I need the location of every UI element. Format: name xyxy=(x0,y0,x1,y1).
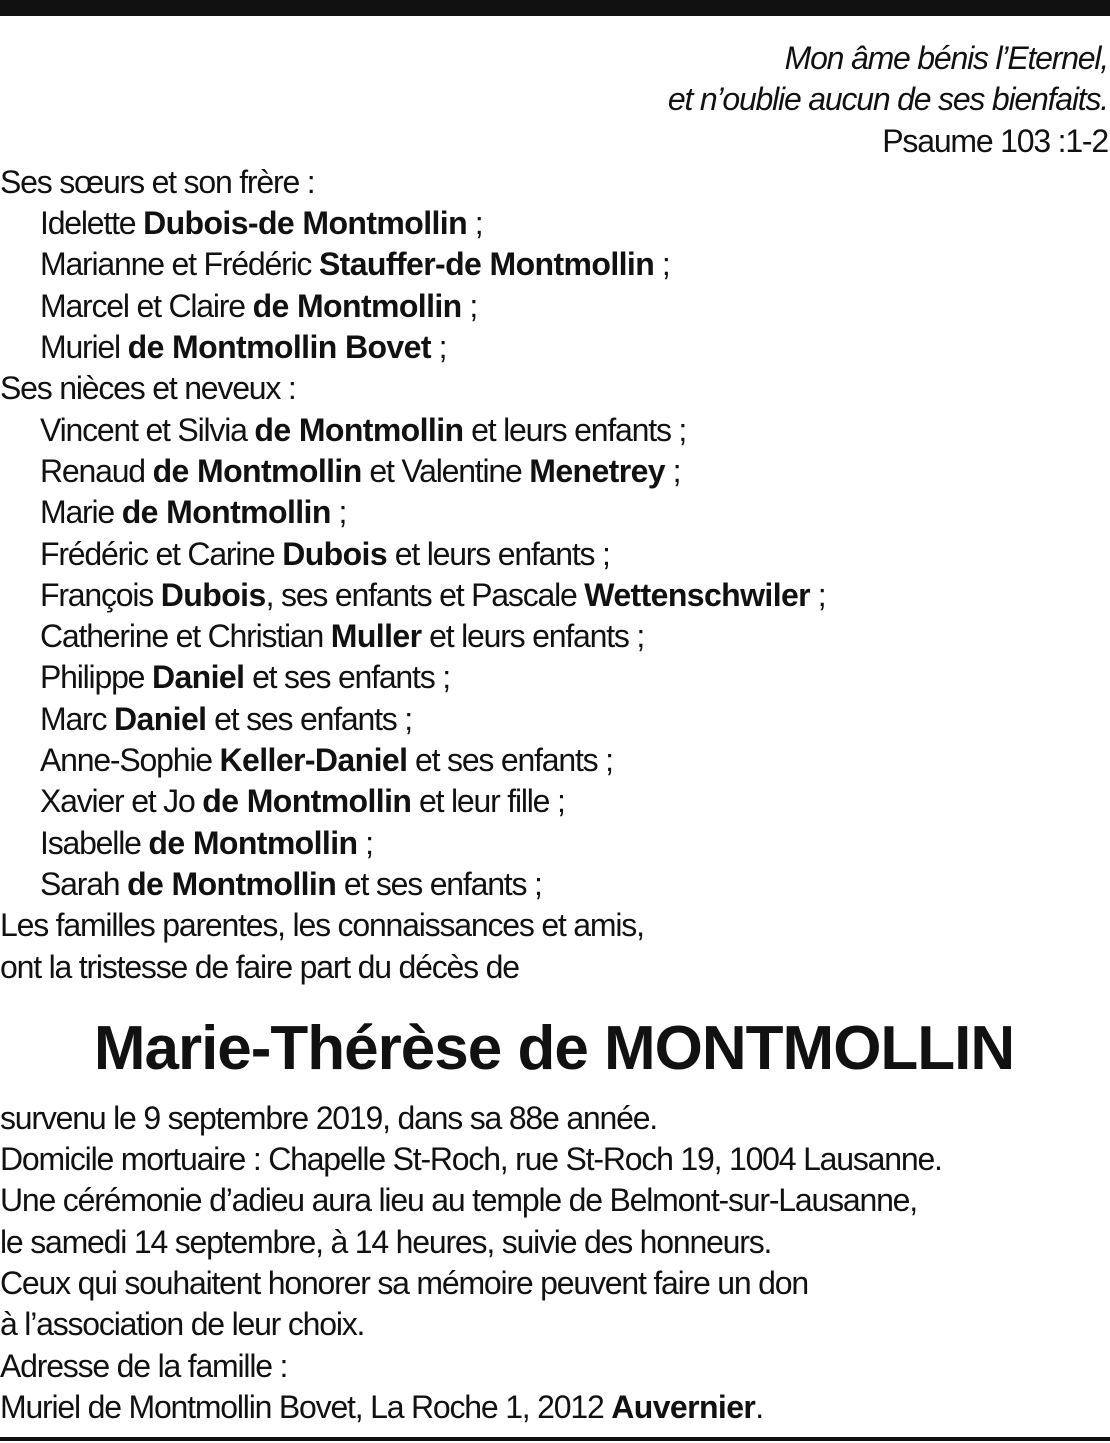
psalm-line-1: Mon âme bénis l’Eternel, xyxy=(784,40,1108,76)
suffix: ; xyxy=(664,452,681,489)
niece-entry xyxy=(0,616,1108,657)
detail-line: survenu le 9 septembre 2019, dans sa 88e année. xyxy=(0,1099,657,1136)
siblings-list xyxy=(0,203,1108,368)
first-names: Xavier et Jo xyxy=(40,783,203,820)
family-name: Muller xyxy=(330,618,422,655)
sibling-entry xyxy=(0,286,1108,327)
suffix: ; xyxy=(467,205,483,242)
suffix: et ses enfants ; xyxy=(206,700,412,737)
suffix: et ses enfants ; xyxy=(244,659,450,696)
detail-line: Adresse de la famille : xyxy=(0,1347,288,1384)
suffix: ; xyxy=(654,246,670,283)
detail-line: Une cérémonie d’adieu aura lieu au temple de Belmont-sur-Lausanne, xyxy=(0,1182,917,1219)
first-names: Frédéric et Carine xyxy=(40,535,283,572)
psalm-line-2: et n’oublie aucun de ses bienfaits. xyxy=(667,81,1108,118)
suffix: ; xyxy=(461,287,478,324)
address-locality: Auvernier xyxy=(611,1388,756,1425)
connector: et Valentine xyxy=(361,452,530,489)
bottom-rule xyxy=(0,1437,1110,1441)
suffix: et leur fille ; xyxy=(411,783,565,820)
suffix: et leurs enfants ; xyxy=(387,535,610,572)
niece-entry xyxy=(0,451,1108,492)
obituary-notice xyxy=(0,38,1108,1428)
address-text: Muriel de Montmollin Bovet, La Roche 1, 2012 xyxy=(0,1388,612,1425)
family-address xyxy=(0,1387,1108,1428)
niece-entry xyxy=(0,781,1108,822)
first-names: Vincent et Silvia xyxy=(40,411,255,448)
detail-line: Ceux qui souhaitent honorer sa mémoire peuvent faire un don xyxy=(0,1265,808,1302)
family-name: de Montmollin xyxy=(148,824,358,861)
detail-line: Domicile mortuaire : Chapelle St-Roch, rue St-Roch 19, 1004 Lausanne. xyxy=(0,1141,942,1178)
psalm-quote xyxy=(0,38,1108,162)
family-name: Dubois xyxy=(160,576,266,613)
family-name: de Montmollin xyxy=(152,452,362,489)
suffix: ; xyxy=(330,494,347,531)
nieces-list xyxy=(0,410,1108,906)
suffix: et leurs enfants ; xyxy=(463,411,687,448)
suffix: et leurs enfants ; xyxy=(421,618,645,655)
sibling-entry xyxy=(0,327,1108,368)
deceased-name: Marie-Thérèse de MONTMOLLIN xyxy=(93,1013,1015,1083)
suffix: et ses enfants ; xyxy=(336,865,542,902)
family-name: de Montmollin xyxy=(121,494,331,531)
niece-entry xyxy=(0,410,1108,451)
detail-line: à l’association de leur choix. xyxy=(0,1306,365,1343)
first-names: Catherine et Christian xyxy=(40,618,331,655)
first-names: Marcel et Claire xyxy=(40,287,253,324)
family-name: de Montmollin Bovet xyxy=(127,329,431,366)
family-name: Keller-Daniel xyxy=(219,742,408,779)
psalm-reference: Psaume 103 :1-2 xyxy=(882,122,1108,159)
suffix: et ses enfants ; xyxy=(407,742,613,779)
first-names: Anne-Sophie xyxy=(40,742,220,779)
family-name: de Montmollin xyxy=(127,865,337,902)
sibling-entry xyxy=(0,203,1108,244)
family-name: de Montmollin xyxy=(252,287,462,324)
first-names: Marc xyxy=(40,700,115,737)
niece-entry xyxy=(0,657,1108,698)
siblings-heading: Ses sœurs et son frère : xyxy=(0,163,315,200)
detail-line: le samedi 14 septembre, à 14 heures, suivie des honneurs. xyxy=(0,1223,772,1260)
niece-entry xyxy=(0,699,1108,740)
niece-entry xyxy=(0,823,1108,864)
first-names: Isabelle xyxy=(40,824,149,861)
family-name-2: Menetrey xyxy=(529,452,665,489)
family-name: Daniel xyxy=(114,700,207,737)
suffix: ; xyxy=(357,824,373,861)
first-names: Philippe xyxy=(40,659,152,696)
family-name: de Montmollin xyxy=(202,783,412,820)
niece-entry xyxy=(0,575,1108,616)
family-name: de Montmollin xyxy=(254,411,464,448)
suffix: ; xyxy=(430,329,447,366)
details xyxy=(0,1098,1108,1387)
first-names: Renaud xyxy=(40,452,153,489)
address-end: . xyxy=(755,1388,763,1425)
niece-entry xyxy=(0,492,1108,533)
first-names: Muriel xyxy=(40,329,128,366)
nieces-heading: Ses nièces et neveux : xyxy=(0,370,296,407)
niece-entry xyxy=(0,864,1108,905)
suffix: ; xyxy=(810,576,826,613)
first-names: Marianne et Frédéric xyxy=(40,246,319,283)
first-names: François xyxy=(40,576,161,613)
announcement-line-2: ont la tristesse de faire part du décès de xyxy=(0,948,519,985)
first-names: Marie xyxy=(40,494,122,531)
niece-entry xyxy=(0,534,1108,575)
connector: , ses enfants et Pascale xyxy=(265,576,585,613)
first-names: Sarah xyxy=(40,865,128,902)
family-name: Dubois xyxy=(282,535,388,572)
family-name: Dubois-de Montmollin xyxy=(143,205,468,242)
family-name-2: Wettenschwiler xyxy=(584,576,811,613)
family-name: Daniel xyxy=(151,659,245,696)
family-name: Stauffer-de Montmollin xyxy=(318,246,655,283)
sibling-entry xyxy=(0,244,1108,285)
first-names: Idelette xyxy=(40,205,144,242)
top-rule xyxy=(0,0,1110,16)
niece-entry xyxy=(0,740,1108,781)
announcement-line-1: Les familles parentes, les connaissances et amis, xyxy=(0,907,644,944)
